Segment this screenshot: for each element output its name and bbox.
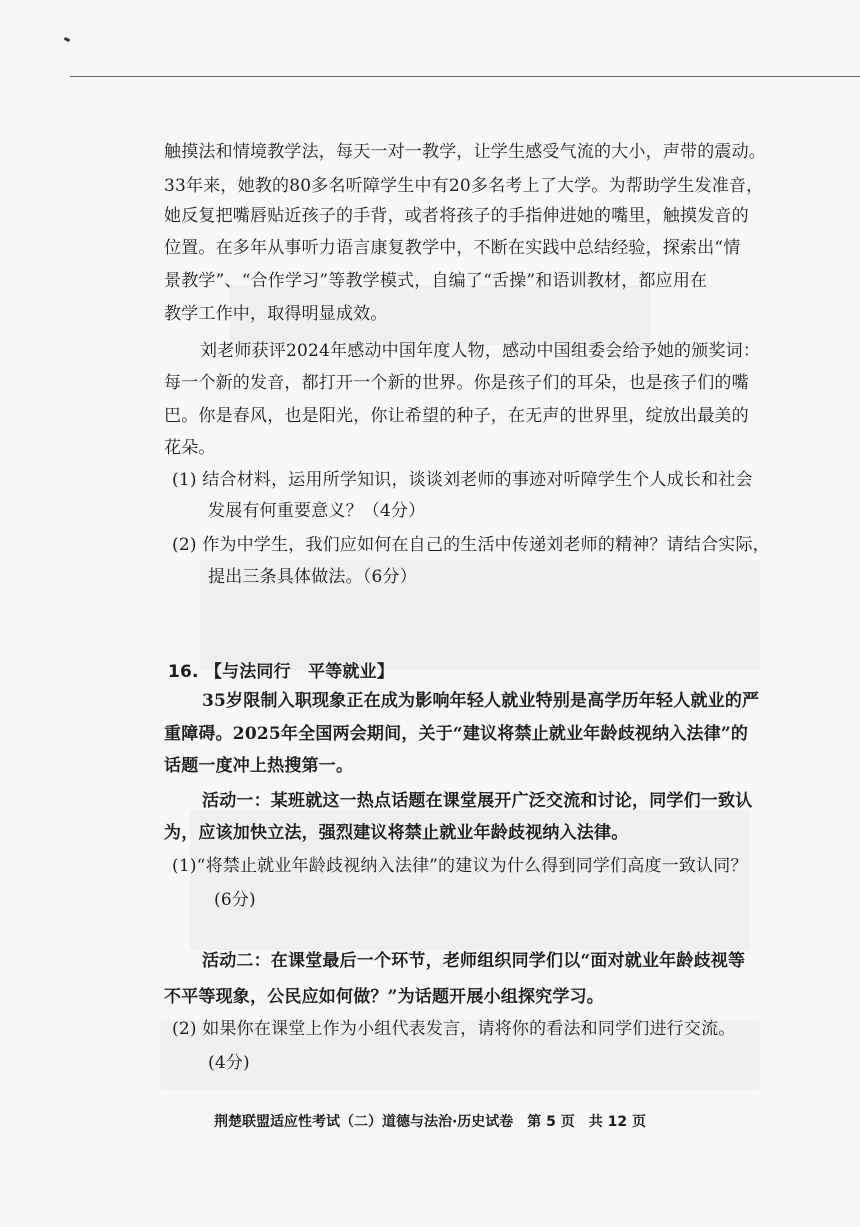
q16-activity1: 活动一：某班就这一热点话题在课堂展开广泛交流和讨论，同学们一致认 <box>202 791 753 811</box>
q16-intro: 重障碍。2025年全国两会期间，关于“建议将禁止就业年龄歧视纳入法律”的 <box>164 724 749 744</box>
q16-intro: 35岁限制入职现象正在成为影响年轻人就业特别是高学历年轻人就业的严 <box>202 691 760 711</box>
passage-line: 她反复把嘴唇贴近孩子的手背，或者将孩子的手指伸进她的嘴里，触摸发音的 <box>164 206 749 226</box>
q16-sub1-score: (6分) <box>214 890 256 910</box>
q16-activity2: 活动二：在课堂最后一个环节，老师组织同学们以“面对就业年龄歧视等 <box>202 951 746 971</box>
header-rule <box>70 76 860 77</box>
passage-line: 教学工作中，取得明显成效。 <box>164 304 388 324</box>
passage-line: 触摸法和情境教学法，每天一对一教学，让学生感受气流的大小，声带的震动。 <box>164 142 766 162</box>
page-footer: 荆楚联盟适应性考试（二）道德与法治·历史试卷 第 5 页 共 12 页 <box>213 1114 647 1130</box>
award-line: 每一个新的发音，都打开一个新的世界。你是孩子们的耳朵，也是孩子们的嘴 <box>164 373 749 393</box>
q15-sub2: (2) 作为中学生，我们应如何在自己的生活中传递刘老师的精神？请结合实际， <box>172 535 770 555</box>
passage-line: 33年来，她教的80多名听障学生中有20多名考上了大学。为帮助学生发准音， <box>164 176 764 196</box>
q16-sub2-score: (4分) <box>208 1053 250 1073</box>
q15-sub1-cont: 发展有何重要意义？（4分） <box>208 501 426 521</box>
award-line: 花朵。 <box>164 438 216 458</box>
award-line: 刘老师获评2024年感动中国年度人物，感动中国组委会给予她的颁奖词： <box>200 341 761 361</box>
award-line: 巴。你是春风，也是阳光，你让希望的种子，在无声的世界里，绽放出最美的 <box>164 406 749 426</box>
q16-heading: 16. 【与法同行 平等就业】 <box>168 662 395 682</box>
passage-line: 位置。在多年从事听力语言康复教学中，不断在实践中总结经验，探索出“情 <box>164 238 741 258</box>
q16-sub1: (1)“将禁止就业年龄歧视纳入法律”的建议为什么得到同学们高度一致认同？ <box>172 856 748 876</box>
scan-speck <box>64 37 71 42</box>
passage-line: 景教学”、“合作学习”等教学模式，自编了“舌操”和语训教材，都应用在 <box>164 271 708 291</box>
q16-intro: 话题一度冲上热搜第一。 <box>164 756 354 776</box>
q15-sub1: (1) 结合材料，运用所学知识，谈谈刘老师的事迹对听障学生个人成长和社会 <box>172 470 753 490</box>
q15-sub2-cont: 提出三条具体做法。（6分） <box>208 567 417 587</box>
q16-activity2: 不平等现象，公民应如何做？”为话题开展小组探究学习。 <box>164 987 604 1007</box>
q16-sub2: (2) 如果你在课堂上作为小组代表发言，请将你的看法和同学们进行交流。 <box>172 1019 736 1039</box>
q16-activity1: 为，应该加快立法，强烈建议将禁止就业年龄歧视纳入法律。 <box>164 823 629 843</box>
